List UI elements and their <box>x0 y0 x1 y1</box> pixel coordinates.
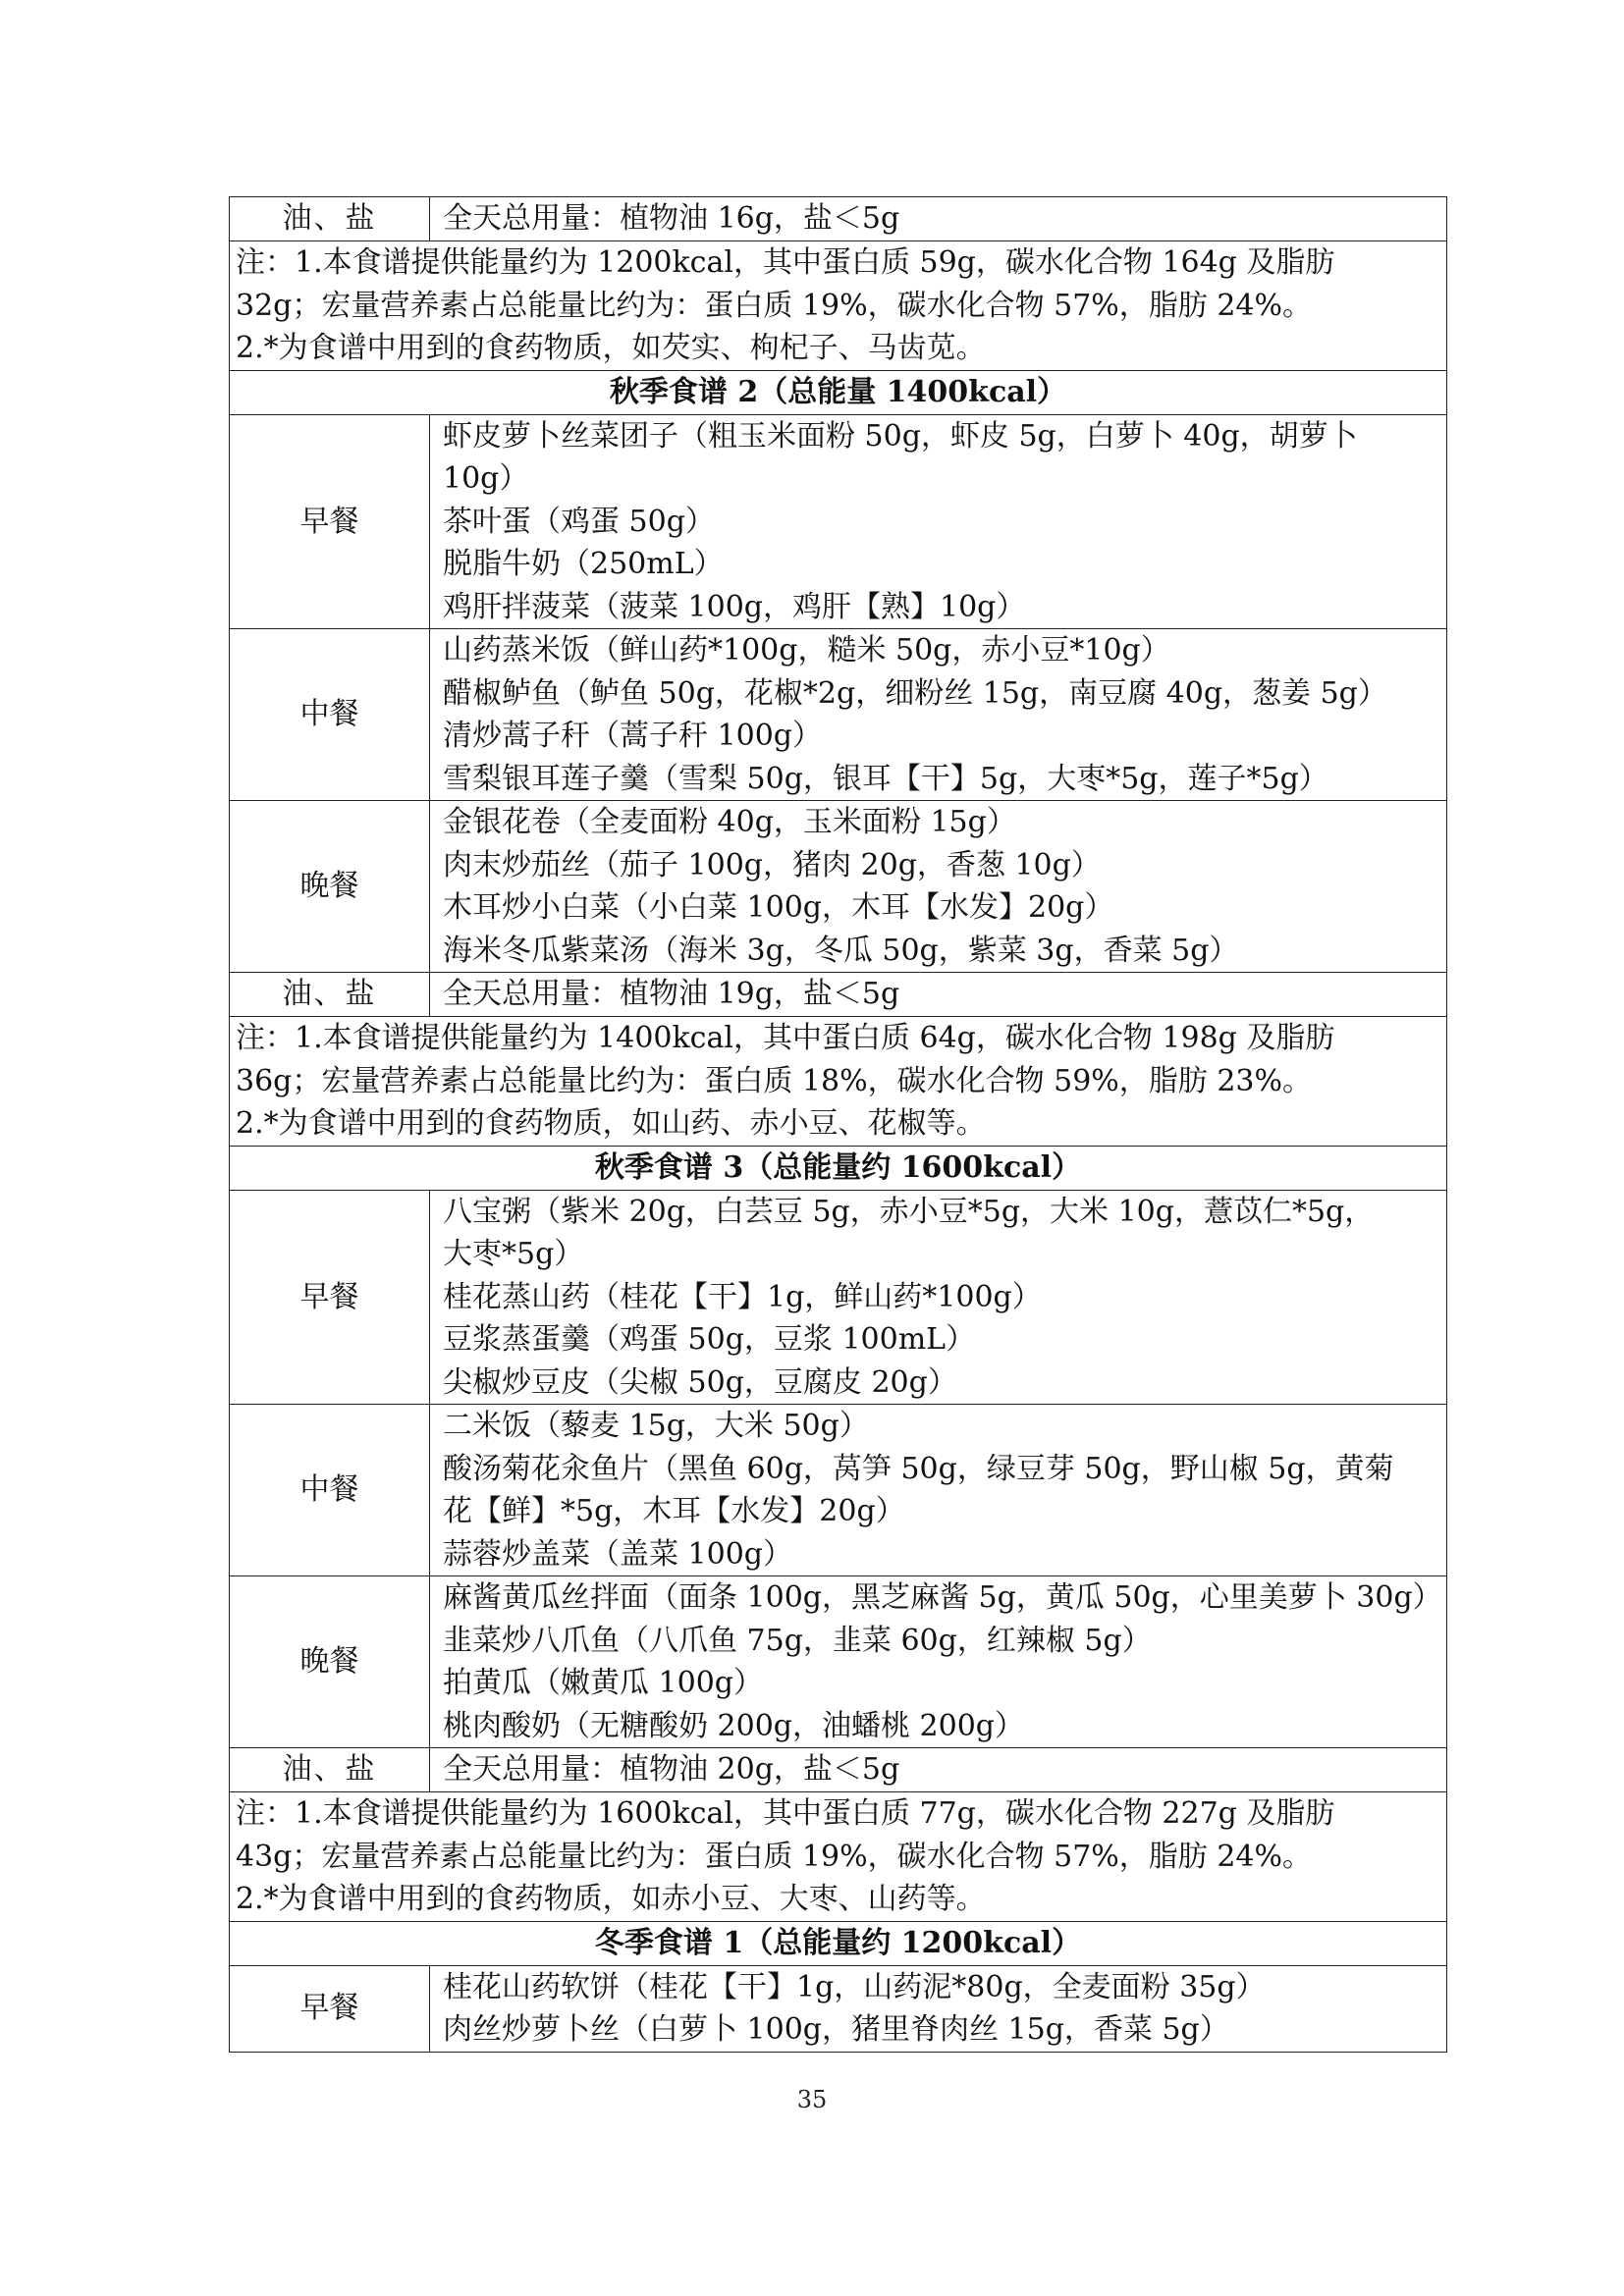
table-row <box>230 629 1447 801</box>
dish-line: 茶叶蛋（鸡蛋 50g） <box>443 504 715 539</box>
table-row <box>230 1792 1447 1922</box>
table-row <box>230 1748 1447 1792</box>
menu-title: 秋季食谱 2（总能量 1400kcal） <box>230 370 1447 414</box>
note-line: 2.*为食谱中用到的食药物质，如芡实、枸杞子、马齿苋。 <box>236 331 986 365</box>
meal-dishes <box>430 801 1447 973</box>
note-line: 注：1.本食谱提供能量约为 1400kcal，其中蛋白质 64g，碳水化合物 198g 及脂肪 <box>236 1021 1335 1055</box>
meal-dishes <box>430 1576 1447 1748</box>
meal-label-dinner: 晚餐 <box>230 1576 430 1748</box>
note-line: 2.*为食谱中用到的食药物质，如山药、赤小豆、花椒等。 <box>236 1106 986 1141</box>
dish-line: 木耳炒小白菜（小白菜 100g，木耳【水发】20g） <box>443 890 1114 925</box>
note-line: 2.*为食谱中用到的食药物质，如赤小豆、大枣、山药等。 <box>236 1882 986 1916</box>
note-line: 36g；宏量营养素占总能量比约为：蛋白质 18%，碳水化合物 59%，脂肪 23%。 <box>236 1063 1313 1098</box>
oil-salt-text: 全天总用量：植物油 19g，盐＜5g <box>430 973 1447 1017</box>
table-row <box>230 241 1447 371</box>
table-row <box>230 1576 1447 1748</box>
note-line: 32g；宏量营养素占总能量比约为：蛋白质 19%，碳水化合物 57%，脂肪 24%。 <box>236 288 1313 323</box>
dish-line: 麻酱黄瓜丝拌面（面条 100g，黑芝麻酱 5g，黄瓜 50g，心里美萝卜 30g） <box>443 1580 1442 1615</box>
oil-salt-label: 油、盐 <box>230 1748 430 1792</box>
dish-line: 蒜蓉炒盖菜（盖菜 100g） <box>443 1536 793 1572</box>
table-row <box>230 1405 1447 1576</box>
dish-line: 金银花卷（全麦面粉 40g，玉米面粉 15g） <box>443 805 1016 839</box>
page-content <box>229 196 1446 2053</box>
dish-line: 山药蒸米饭（鲜山药*100g，糙米 50g，赤小豆*10g） <box>443 633 1170 667</box>
dish-line: 肉丝炒萝卜丝（白萝卜 100g，猪里脊肉丝 15g，香菜 5g） <box>443 2012 1229 2047</box>
dish-line: 花【鲜】*5g，木耳【水发】20g） <box>443 1494 905 1528</box>
dish-line: 八宝粥（紫米 20g，白芸豆 5g，赤小豆*5g，大米 10g，薏苡仁*5g， <box>443 1194 1375 1229</box>
meal-label-dinner: 晚餐 <box>230 801 430 973</box>
table-row <box>230 801 1447 973</box>
dish-line: 酸汤菊花汆鱼片（黑鱼 60g，莴笋 50g，绿豆芽 50g，野山椒 5g，黄菊 <box>443 1451 1394 1486</box>
table-row <box>230 973 1447 1017</box>
dish-line: 大枣*5g） <box>443 1237 584 1271</box>
dish-line: 鸡肝拌菠菜（菠菜 100g，鸡肝【熟】10g） <box>443 589 1026 624</box>
table-row <box>230 1146 1447 1190</box>
meal-dishes <box>430 414 1447 629</box>
table-row <box>230 1017 1447 1147</box>
table-row <box>230 1965 1447 2052</box>
meal-dishes <box>430 629 1447 801</box>
dish-line: 醋椒鲈鱼（鲈鱼 50g，花椒*2g，细粉丝 15g，南豆腐 40g，葱姜 5g） <box>443 675 1387 711</box>
table-row <box>230 1921 1447 1965</box>
recipe-table <box>229 196 1447 2053</box>
dish-line: 桂花蒸山药（桂花【干】1g，鲜山药*100g） <box>443 1279 1042 1314</box>
dish-line: 脱脂牛奶（250mL） <box>443 547 724 581</box>
nutrition-note <box>230 241 1447 371</box>
dish-line: 二米饭（藜麦 15g，大米 50g） <box>443 1409 869 1443</box>
dish-line: 桃肉酸奶（无糖酸奶 200g，油蟠桃 200g） <box>443 1708 1025 1743</box>
oil-salt-text: 全天总用量：植物油 20g，盐＜5g <box>430 1748 1447 1792</box>
meal-dishes <box>430 1405 1447 1576</box>
dish-line: 桂花山药软饼（桂花【干】1g，山药泥*80g，全麦面粉 35g） <box>443 1969 1266 2004</box>
dish-line: 虾皮萝卜丝菜团子（粗玉米面粉 50g，虾皮 5g，白萝卜 40g，胡萝卜 <box>443 418 1358 454</box>
oil-salt-text: 全天总用量：植物油 16g，盐＜5g <box>430 197 1447 241</box>
meal-label-lunch: 中餐 <box>230 1405 430 1576</box>
oil-salt-label: 油、盐 <box>230 197 430 241</box>
note-line: 注：1.本食谱提供能量约为 1600kcal，其中蛋白质 77g，碳水化合物 227g 及脂肪 <box>236 1796 1335 1831</box>
table-row <box>230 370 1447 414</box>
meal-label-lunch: 中餐 <box>230 629 430 801</box>
meal-label-breakfast: 早餐 <box>230 1965 430 2052</box>
dish-line: 拍黄瓜（嫩黄瓜 100g） <box>443 1666 764 1700</box>
dish-line: 肉末炒茄丝（茄子 100g，猪肉 20g，香葱 10g） <box>443 847 1101 882</box>
meal-label-breakfast: 早餐 <box>230 1190 430 1405</box>
table-row <box>230 1190 1447 1405</box>
dish-line: 海米冬瓜紫菜汤（海米 3g，冬瓜 50g，紫菜 3g，香菜 5g） <box>443 933 1239 968</box>
meal-dishes <box>430 1190 1447 1405</box>
note-line: 注：1.本食谱提供能量约为 1200kcal，其中蛋白质 59g，碳水化合物 164g 及脂肪 <box>236 245 1335 280</box>
menu-title: 秋季食谱 3（总能量约 1600kcal） <box>230 1146 1447 1190</box>
dish-line: 清炒蒿子秆（蒿子秆 100g） <box>443 719 823 753</box>
nutrition-note <box>230 1017 1447 1147</box>
meal-dishes <box>430 1965 1447 2052</box>
menu-title: 冬季食谱 1（总能量约 1200kcal） <box>230 1921 1447 1965</box>
dish-line: 豆浆蒸蛋羹（鸡蛋 50g，豆浆 100mL） <box>443 1322 976 1357</box>
dish-line: 10g） <box>443 461 529 496</box>
table-row <box>230 414 1447 629</box>
dish-line: 尖椒炒豆皮（尖椒 50g，豆腐皮 20g） <box>443 1364 957 1400</box>
dish-line: 韭菜炒八爪鱼（八爪鱼 75g，韭菜 60g，红辣椒 5g） <box>443 1623 1152 1658</box>
meal-label-breakfast: 早餐 <box>230 414 430 629</box>
oil-salt-label: 油、盐 <box>230 973 430 1017</box>
dish-line: 雪梨银耳莲子羹（雪梨 50g，银耳【干】5g，大枣*5g，莲子*5g） <box>443 761 1328 796</box>
nutrition-note <box>230 1792 1447 1922</box>
page-number: 35 <box>796 2086 828 2113</box>
table-row <box>230 197 1447 241</box>
note-line: 43g；宏量营养素占总能量比约为：蛋白质 19%，碳水化合物 57%，脂肪 24%。 <box>236 1839 1313 1874</box>
